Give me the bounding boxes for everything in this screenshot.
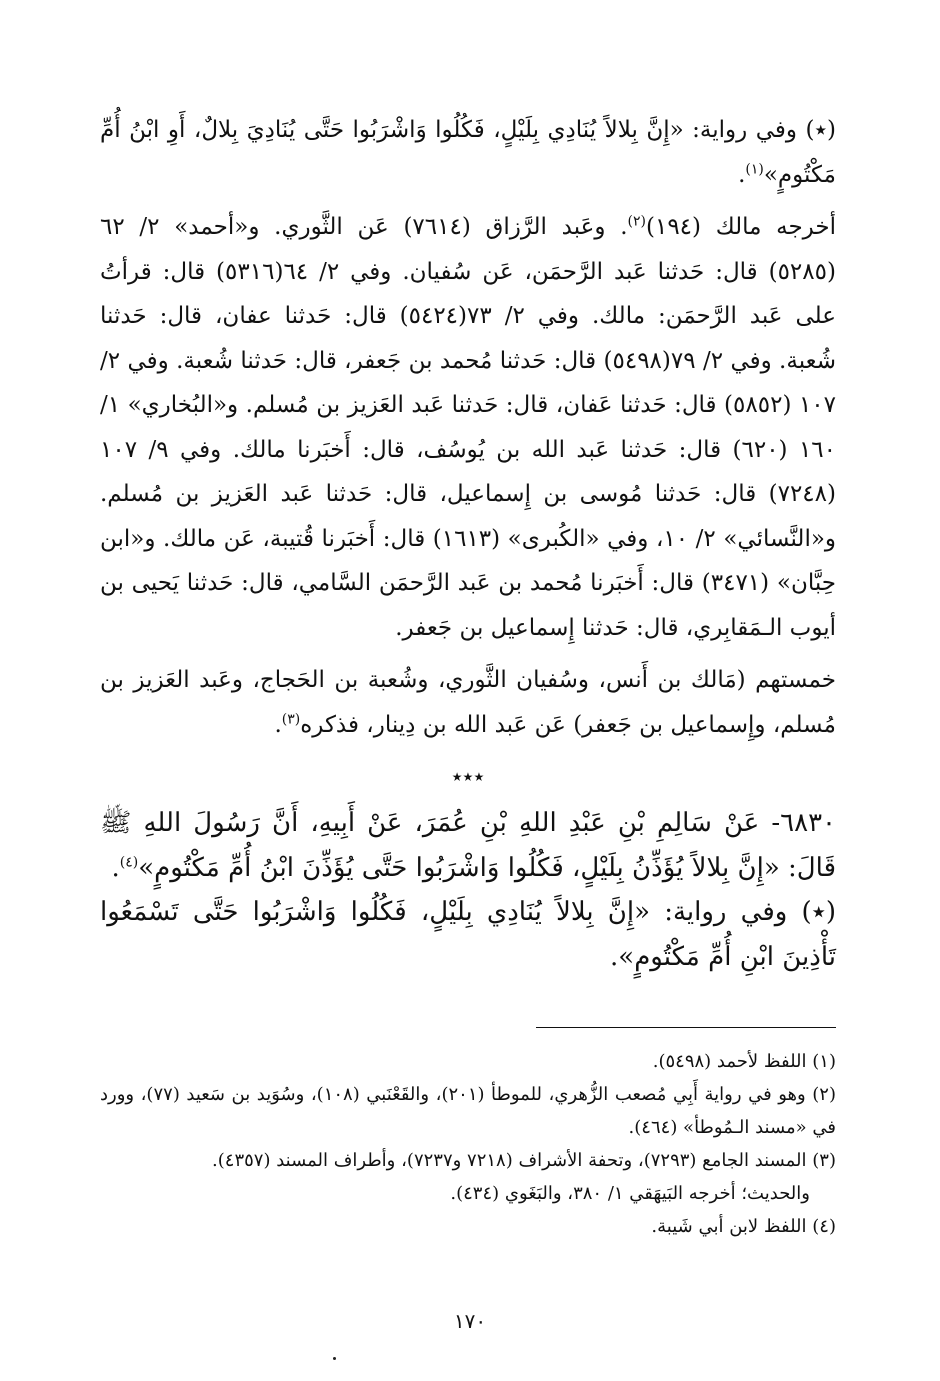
riwaya-paragraph-1 [100,108,836,197]
hadith-6830 [100,801,836,890]
footnotes [100,1045,836,1243]
footnote-text: وهو في رواية أَبِي مُصعب الزُّهري، للموطأ (٢٠١)، والقَعْنَبي (١٠٨)، وسُوَيد بن سَعيد (٧٧)، وورد في «مسند الـمُوطأ» (٤٦٤). [100,1084,836,1138]
summary-end: . [274,711,282,738]
footnote-text: المسند الجامع (٧٢٩٣)، وتحفة الأشراف (٧٢١٨ و٧٢٣٧)، وأطراف المسند (٤٣٥٧). [212,1150,807,1171]
footnote-2 [100,1078,836,1144]
footnote-number: (٢) [812,1084,836,1105]
hadith-end: . [111,852,120,883]
page-number: ١٧٠ [453,1309,487,1333]
takhrij-paragraph [100,205,836,650]
footnote-4 [100,1210,836,1243]
summary-text: خمستهم (مَالك بن أَنس، وسُفيان الثَّوري، وشُعبة بن الحَجاج، وعَبد العَزيز بن مُسلم، وإِسماعيل بن جَعفر) عَن عَبد الله بن دِينار، فذكره [100,667,836,738]
footnote-ref-4: (٤) [119,853,139,870]
footnote-continuation: والحديث؛ أخرجه البَيهَقي ١/ ٣٨٠، والبَغَوي (٤٣٤). [450,1183,810,1204]
riwaya-text-2: (٭) وفي رواية: «إِنَّ بِلالاً يُنَادِي بِلَيْلٍ، فَكُلُوا وَاشْرَبُوا حَتَّى تَسْمَعُوا تَأْذِينَ ابْنِ أُمِّ مَكْتُومٍ». [100,897,836,972]
print-speck [333,1357,336,1360]
footnote-number: (٣) [812,1150,836,1171]
main-text [100,108,836,979]
footnote-1 [100,1045,836,1078]
summary-paragraph [100,658,836,747]
footnote-divider [536,1027,836,1028]
footnote-ref-1: (١) [745,160,764,177]
takhrij-text-start: أخرجه مالك (١٩٤) [645,214,836,240]
footnote-ref-3: (٣) [281,710,301,727]
footnote-3 [100,1144,836,1210]
riwaya-text-1: (٭) وفي رواية: «إِنَّ بِلالاً يُنَادِي بِلَيْلٍ، فَكُلُوا وَاشْرَبُوا حَتَّى يُنَادِيَ بِلالٌ، أَوِ ابْنُ أُمِّ مَكْتُومٍ» [100,117,836,188]
footnote-text: اللفظ لأحمد (٥٤٩٨). [652,1051,807,1072]
riwaya-paragraph-2 [100,890,836,979]
footnote-number: (١) [812,1051,836,1072]
section-separator: ٭٭٭ [451,764,485,788]
footnote-number: (٤) [812,1216,836,1237]
footnote-ref-2: (٢) [627,213,646,230]
hadith-text: ٦٨٣٠- عَنْ سَالِمِ بْنِ عَبْدِ اللهِ بْنِ عُمَرَ، عَنْ أَبِيهِ، أَنَّ رَسُولَ اللهِ ﷺ قَالَ: «إِنَّ بِلالاً يُؤَذِّنُ بِلَيْلٍ، فَكُلُوا وَاشْرَبُوا حَتَّى يُؤَذِّنَ ابْنُ أُمِّ مَكْتُومٍ» [100,808,836,883]
takhrij-text-rest: . وعَبد الرَّزاق (٧٦١٤) عَن الثَّوري. و«أحمد» ٢/ ٦٢ (٥٢٨٥) قال: حَدثنا عَبد الرَّحمَن، عَن سُفيان. وفي ٢/ ٦٤(٥٣١٦) قال: قرأتُ على عَبد الرَّحمَن: مالك. وفي ٢/ ٧٣(٥٤٢٤) قال: حَدثنا عفان، قال: حَدثنا شُعبة. وفي ٢/ ٧٩(٥٤٩٨) قال: حَدثنا مُحمد بن جَعفر، قال: حَدثنا شُعبة. وفي ٢/ ١٠٧ (٥٨٥٢) قال: حَدثنا عَفان، قال: حَدثنا عَبد العَزيز بن مُسلم. و«البُخاري» ١/ ١٦٠ (٦٢٠) قال: حَدثنا عَبد الله بن يُوسُف، قال: أَخبَرنا مالك. وفي ٩/ ١٠٧ (٧٢٤٨) قال: حَدثنا مُوسى بن إِسماعيل، قال: حَدثنا عَبد العَزيز بن مُسلم. و«النَّسائي» ٢/ ١٠، وفي «الكُبرى» (١٦١٣) قال: أَخبَرنا قُتيبة، عَن مالك. و«ابن حِبَّان» (٣٤٧١) قال: أَخبَرنا مُحمد بن عَبد الرَّحمَن السَّامي، قال: حَدثنا يَحيى بن أيوب الـمَقابِري، قال: حَدثنا إِسماعيل بن جَعفر. [100,214,837,641]
riwaya-end-1: . [738,161,746,188]
footnote-text: اللفظ لابن أبي شَيبة. [651,1216,807,1237]
